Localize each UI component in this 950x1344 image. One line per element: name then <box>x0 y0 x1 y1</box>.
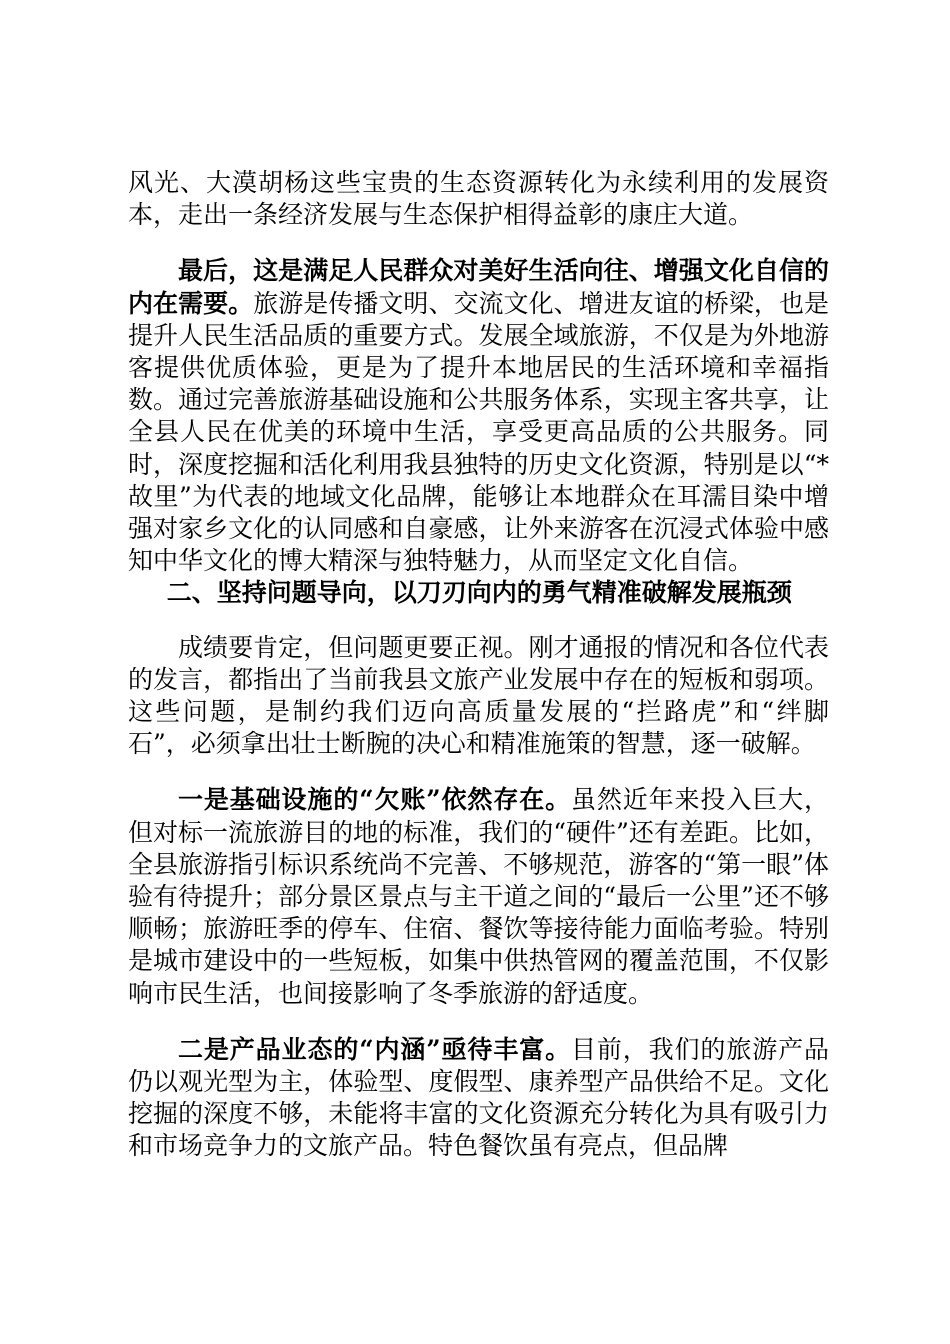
paragraph-infrastructure <box>128 784 829 1009</box>
paragraph-body: 虽然近年来投入巨大，但对标一流旅游目的地的标准，我们的“硬件”还有差距。比如，全县旅游指引标识系统尚不完善、不够规范，游客的“第一眼”体验有待提升；部分景区景点与主干道之间的“最后一公里”还不够顺畅；旅游旺季的停车、住宿、餐饮等接待能力面临考验。特别是城市建设中的一些短板，如集中供热管网的覆盖范围，不仅影响市民生活，也间接影响了冬季旅游的舒适度。 <box>128 785 829 1008</box>
paragraph-body: 旅游是传播文明、交流文化、增进友谊的桥梁，也是提升人民生活品质的重要方式。发展全域旅游，不仅是为外地游客提供优质体验，更是为了提升本地居民的生活环境和幸福指数。通过完善旅游基础设施和公共服务体系，实现主客共享，让全县人民在优美的环境中生活，享受更高品质的公共服务。同时，深度挖掘和活化利用我县独特的历史文化资源，特别是以“*故里”为代表的地域文化品牌，能够让本地群众在耳濡目染中增强对家乡文化的认同感和自豪感，让外来游客在沉浸式体验中感知中华文化的博大精深与独特魅力，从而坚定文化自信。 <box>128 288 829 576</box>
paragraph-culture-confidence <box>128 255 829 577</box>
paragraph-lead-sentence: 最后，这是满足人民群众对美好生活向往、增强文化自信的内在需要。 <box>128 256 829 318</box>
paragraph-problems-intro: 成绩要肯定，但问题更要正视。刚才通报的情况和各位代表的发言，都指出了当前我县文旅产业发展中存在的短板和弱项。这些问题，是制约我们迈向高质量发展的“拦路虎”和“绊脚石”，必须拿出壮士断腕的决心和精准施策的智慧，逐一破解。 <box>128 632 829 759</box>
section-heading: 二、坚持问题导向，以刀刃向内的勇气精准破解发展瓶颈 <box>166 578 792 608</box>
paragraph-lead-sentence: 一是基础设施的“欠账”依然存在。 <box>178 785 571 815</box>
paragraph-continuation: 风光、大漠胡杨这些宝贵的生态资源转化为永续利用的发展资本，走出一条经济发展与生态保护相得益彰的康庄大道。 <box>128 168 829 230</box>
paragraph-lead-sentence: 二是产品业态的“内涵”亟待丰富。 <box>178 1034 571 1064</box>
paragraph-body: 目前，我们的旅游产品仍以观光型为主，体验型、度假型、康养型产品供给不足。文化挖掘的深度不够，未能将丰富的文化资源充分转化为具有吸引力和市场竞争力的文旅产品。特色餐饮虽有亮点，但品牌 <box>128 1034 829 1161</box>
paragraph-products <box>128 1034 829 1163</box>
